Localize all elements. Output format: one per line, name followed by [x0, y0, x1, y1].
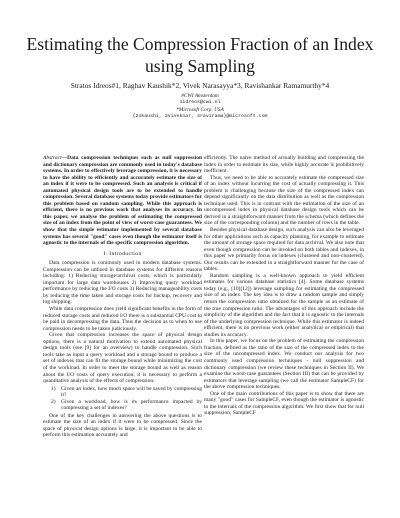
affiliation-cwi: #CWI Amsterdam	[181, 93, 219, 99]
body-paragraph: One of the key challenges in answering the above questions is to estimate the size of an index if it were to be compressed. Since the space of physical design options is large, it is important to be able to perform this estimation accurately and	[43, 412, 202, 439]
body-paragraph: Data compression is commonly used in modern database systems. Compression can be utilized in database systems for different reasons including: 1) Reducing storage/archival costs, which is particularly important for large data warehouses 2) Improving query workload performance by reducing the I/O costs 3) Reducing manageability costs by reducing the time taken and storage costs for backup, recovery and log shipping.	[43, 260, 202, 306]
body-paragraph: One of the main contributions of this paper is to show that there are many "good" cases for SampleCF, even though the estimator is agnostic to the internals of the compression algorithm. We first show that for null suppression, SampleCF	[204, 390, 364, 417]
section-heading-introduction: I. Introduction	[103, 250, 142, 257]
body-paragraph: efficiently. The naive method of actually building and compressing the index in order to estimate its size, while highly accurate is prohibitively inefficient.	[204, 155, 364, 175]
paper-title: Estimating the Compression Fraction of an Index using Sampling	[26, 34, 374, 76]
body-paragraph: Thus, we need to be able to accurately estimate the compressed size of an index without incurring the cost of actually compressing it. This problem is challenging because the size of the compressed index can depend significantly on the data distribution as well as the compression technique used. This is in contrast with the estimation of the size of an uncompressed index in physical database design tools which can be derived in a straightforward manner from the schema (which defines the size of the corresponding column) and the number of rows in the table.	[204, 174, 364, 227]
body-paragraph: While data compression does yield significant benefits in the form of reduced storage costs and reduced I/O there is a substantial CPU cost to be paid in decompressing the data. Thus the decision as to when to use compression needs to be taken judiciously.	[43, 306, 202, 332]
abstract-label: Abstract	[43, 155, 62, 161]
abstract-text: —Data compression techniques such as null suppression and dictionary compression are commonly used in today's database systems. In order to effectively leverage compression, it is necessary to have the ability to efficiently and accurately estimate the size of an index if it were to be compressed. Such an analysis is critical if automated physical design tools are to be extended to handle compression. Several database systems today provide estimators for this problem based on random sampling. While this approach is efficient, there is no previous work that analyses its accuracy. In this paper, we analyse the problem of estimating the compressed size of an index from the point of view of worst-case guarantees. We show that the simple estimator implemented by several database systems has several "good" cases even though the estimator itself is agnostic to the internals of the specific compression algorithm.	[43, 155, 202, 247]
email-cwi: 1idreos@cwi.nl	[179, 100, 221, 105]
body-paragraph: In this paper, we focus on the problem of estimating the compression fraction, defined as the ratio of the size of the compressed index to the size of the uncompressed index. We conduct our analysis for two commonly used compression techniques - null suppression and dictionary compression (we review these techniques in Section II). We examine the worst-case guarantees (Section III) that can be provided by estimators that leverage sampling (we call the estimator SampleCF) for the above compression techniques.	[204, 338, 364, 391]
question-list	[43, 386, 202, 412]
list-text: Given a workload, how is its performance impacted by compressing a set of indexes?	[61, 398, 202, 412]
body-paragraph: Besides physical database design, such analysis can also be leveraged for other applications such as capacity planning, for example to estimate the amount of storage space required for data archival. We also note that even though compression can be invoked on both tables and indexes, in this paper we primarily focus on indexes (clustered and non-clustered). Our results can be extended in a straightforward manner for the case of tables.	[204, 227, 364, 273]
list-item	[43, 386, 202, 399]
list-number: 1)	[51, 385, 56, 392]
abstract	[43, 155, 202, 247]
list-item	[43, 399, 202, 412]
affiliation-microsoft: *Microsoft Corp. USA	[176, 107, 224, 113]
author-list: Stratos Idreos#1, Raghav Kaushik*2, Vivek Narasayya*3, Ravishankar Ramamurthy*4	[70, 81, 330, 90]
list-number: 2)	[51, 398, 56, 405]
right-column	[204, 155, 364, 417]
body-paragraph: Random sampling is a well-known approach to yield efficient estimates for various database statistics [4]. Some database systems today (e.g., [10][12]) leverage sampling for estimating the compressed size of an index. The key idea is to draw a random sample and simply return the compression ratio obtained for the sample as an estimate of the true compression ratio. The advantages of this approach include the simplicity of the algorithm and the fact that it is agnostic to the internals of the underlying compression technique. While this estimator is indeed efficient, there is no previous work (either analytical or empirical) that studies its accuracy.	[204, 272, 364, 338]
list-text: Given an index, how much space will be saved by compressing it?	[61, 385, 202, 399]
left-column	[43, 155, 202, 439]
email-microsoft: {2skaushi, 3viveknar, 4ravirama}@microsoft.com	[132, 114, 268, 119]
body-paragraph: Given that compression increases the space of physical design options, there is a natural motivation to extend automated physical design tools (see [9] for an overview) to handle compression. Such tools take as input a query workload and a storage bound to produce a set of indexes that can fit the storage bound while minimizing the cost of the workload. In order to meet the storage bound as well as reason about the I/O costs of query execution, it is necessary to perform a quantitative analysis of the effects of compression:	[43, 332, 202, 385]
